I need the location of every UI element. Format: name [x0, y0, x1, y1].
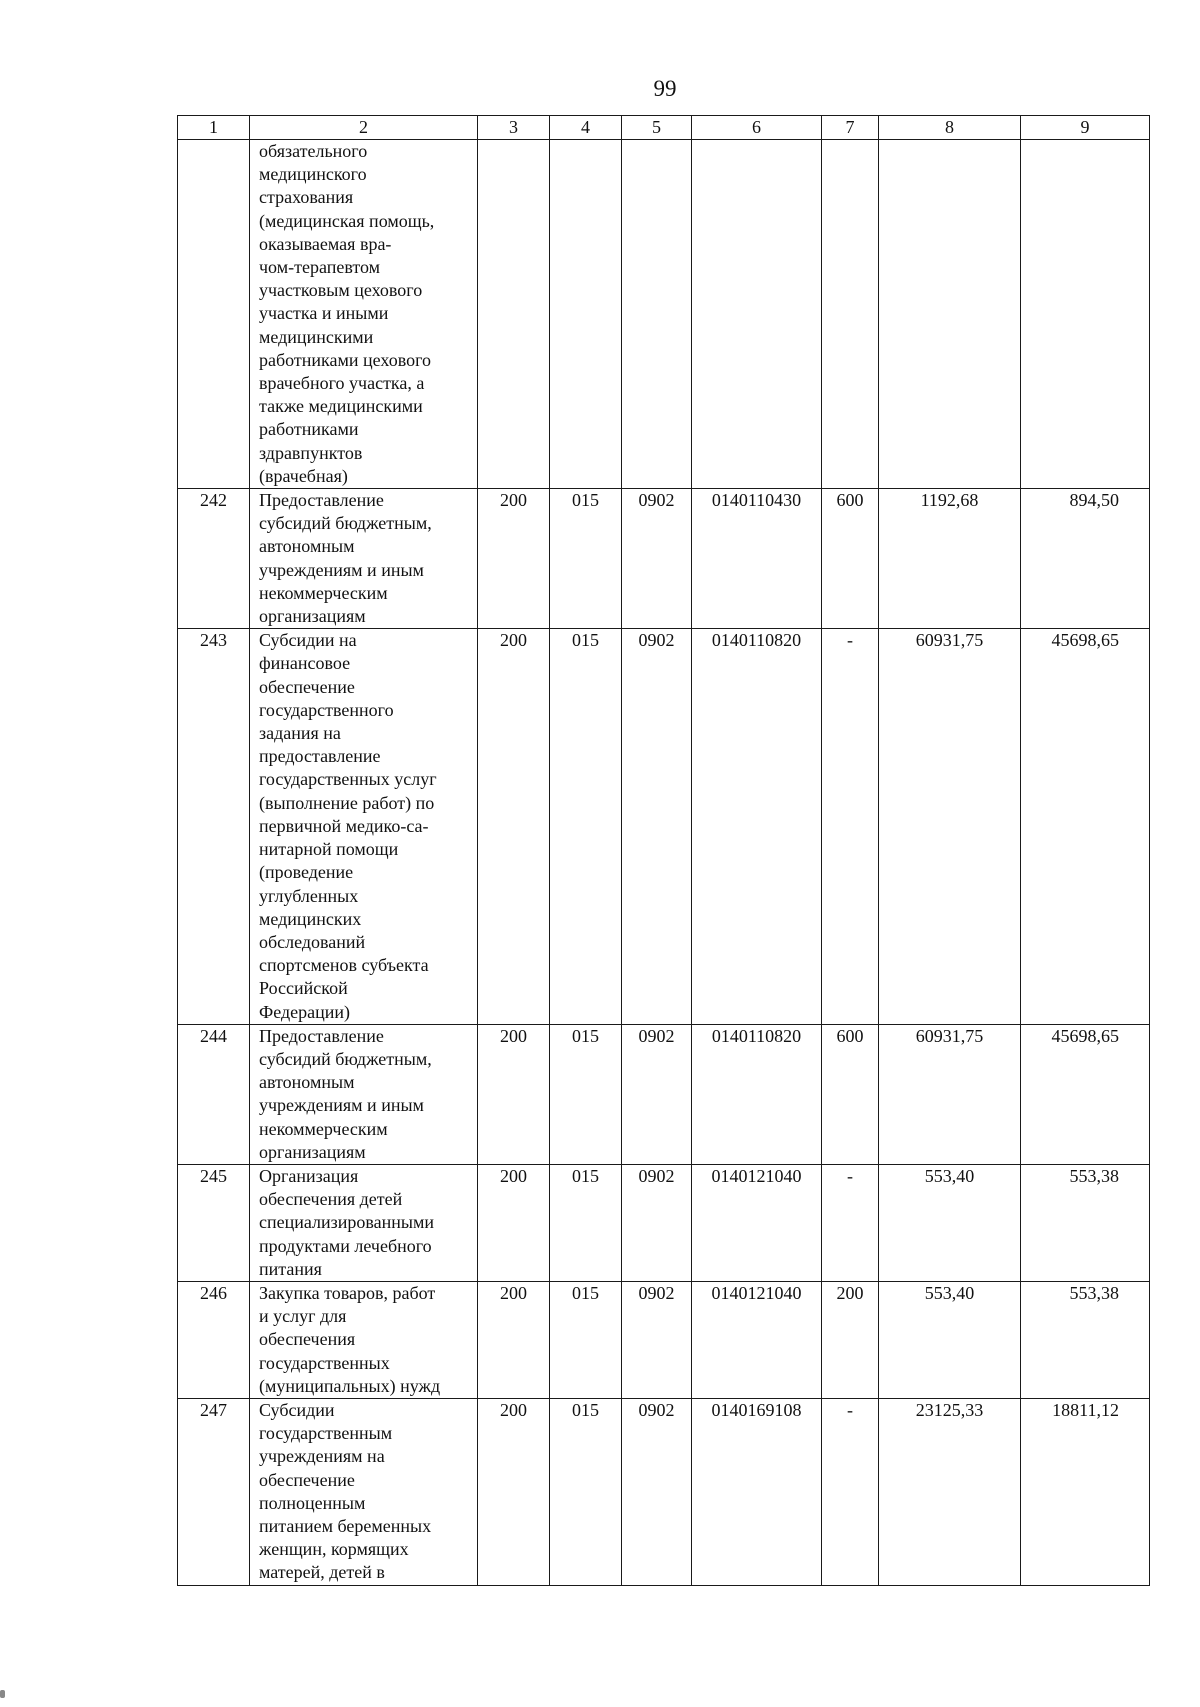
header-row — [178, 116, 1150, 140]
name-line: обеспечения — [259, 1329, 356, 1350]
row-number-cell: 244 — [178, 1024, 250, 1164]
table-row — [178, 629, 1150, 1024]
code-cell-4: 015 — [550, 1281, 622, 1398]
table-row — [178, 1398, 1150, 1585]
code-cell-7: - — [822, 1164, 879, 1281]
name-line: Организация — [259, 1165, 359, 1186]
name-line: врачебного участка, а — [259, 373, 425, 394]
name-line: некоммерческим — [259, 582, 388, 603]
code-cell-7: 600 — [822, 1024, 879, 1164]
name-line: продуктами лечебного — [259, 1235, 432, 1256]
code-cell-7: 600 — [822, 489, 879, 629]
amount-cell-9: 18811,12 — [1021, 1398, 1150, 1585]
code-cell-6 — [692, 140, 822, 489]
amount-cell-8: 60931,75 — [879, 1024, 1021, 1164]
name-line: (выполнение работ) по — [259, 792, 435, 813]
row-number-cell: 245 — [178, 1164, 250, 1281]
table-body — [178, 140, 1150, 1586]
header-cell: 2 — [250, 116, 478, 140]
code-cell-5: 0902 — [622, 489, 692, 629]
header-cell: 8 — [879, 116, 1021, 140]
name-line: (медицинская помощь, — [259, 210, 435, 231]
row-number-cell: 246 — [178, 1281, 250, 1398]
name-line: питанием беременных — [259, 1515, 432, 1536]
code-cell-5: 0902 — [622, 629, 692, 1024]
code-cell-6: 0140169108 — [692, 1398, 822, 1585]
name-line: Федерации) — [259, 1001, 351, 1022]
code-cell-4: 015 — [550, 1024, 622, 1164]
amount-cell-8: 553,40 — [879, 1164, 1021, 1281]
amount-cell-8 — [879, 140, 1021, 489]
row-name-cell — [250, 1281, 478, 1398]
scan-artifact — [0, 1690, 5, 1698]
name-line: обеспечение — [259, 676, 355, 697]
code-cell-6: 0140121040 — [692, 1281, 822, 1398]
row-name-cell — [250, 1024, 478, 1164]
name-line: чом-терапевтом — [259, 257, 381, 278]
code-cell-3: 200 — [478, 1281, 550, 1398]
name-line: учреждениям и иным — [259, 1095, 424, 1116]
amount-cell-9 — [1021, 140, 1150, 489]
name-line: участка и иными — [259, 303, 389, 324]
row-number-cell: 242 — [178, 489, 250, 629]
header-cell: 6 — [692, 116, 822, 140]
name-line: женщин, кормящих — [259, 1539, 409, 1560]
name-line: и услуг для — [259, 1306, 347, 1327]
code-cell-5 — [622, 140, 692, 489]
amount-cell-9: 553,38 — [1021, 1164, 1150, 1281]
table-row — [178, 140, 1150, 489]
code-cell-3: 200 — [478, 629, 550, 1024]
name-line: также медицинскими — [259, 396, 423, 417]
name-line: полноценным — [259, 1492, 366, 1513]
name-line: субсидий бюджетным, — [259, 1048, 432, 1069]
name-line: питания — [259, 1258, 322, 1279]
row-name-cell — [250, 629, 478, 1024]
name-line: первичной медико-са- — [259, 815, 429, 836]
code-cell-4: 015 — [550, 629, 622, 1024]
row-name-cell — [250, 1164, 478, 1281]
name-line: организациям — [259, 1141, 366, 1162]
name-line: автономным — [259, 1072, 355, 1093]
name-line: некоммерческим — [259, 1118, 388, 1139]
amount-cell-8: 1192,68 — [879, 489, 1021, 629]
row-name-cell — [250, 489, 478, 629]
name-line: углубленных — [259, 885, 359, 906]
row-number-cell — [178, 140, 250, 489]
code-cell-6: 0140121040 — [692, 1164, 822, 1281]
code-cell-4: 015 — [550, 1398, 622, 1585]
code-cell-6: 0140110430 — [692, 489, 822, 629]
table-row — [178, 1164, 1150, 1281]
code-cell-6: 0140110820 — [692, 1024, 822, 1164]
header-cell: 1 — [178, 116, 250, 140]
name-line: государственным — [259, 1423, 393, 1444]
name-line: специализированными — [259, 1212, 435, 1233]
code-cell-5: 0902 — [622, 1164, 692, 1281]
amount-cell-9: 894,50 — [1021, 489, 1150, 629]
amount-cell-8: 23125,33 — [879, 1398, 1021, 1585]
code-cell-7: - — [822, 1398, 879, 1585]
name-line: здравпунктов — [259, 442, 363, 463]
name-line: Закупка товаров, работ — [259, 1282, 436, 1303]
header-cell: 4 — [550, 116, 622, 140]
code-cell-6: 0140110820 — [692, 629, 822, 1024]
name-line: Российской — [259, 978, 348, 999]
name-line: Субсидии — [259, 1399, 335, 1420]
name-line: медицинского — [259, 164, 367, 185]
name-line: страхования — [259, 187, 354, 208]
code-cell-5: 0902 — [622, 1281, 692, 1398]
name-line: задания на — [259, 723, 341, 744]
name-line: обязательного — [259, 141, 368, 161]
name-line: финансовое — [259, 653, 351, 674]
name-line: обследований — [259, 931, 366, 952]
code-cell-3: 200 — [478, 1164, 550, 1281]
name-line: государственного — [259, 699, 394, 720]
amount-cell-9: 45698,65 — [1021, 1024, 1150, 1164]
code-cell-4: 015 — [550, 1164, 622, 1281]
code-cell-7 — [822, 140, 879, 489]
name-line: (проведение — [259, 862, 354, 883]
budget-table — [177, 115, 1150, 1586]
name-line: автономным — [259, 536, 355, 557]
header-cell: 9 — [1021, 116, 1150, 140]
table-row — [178, 489, 1150, 629]
code-cell-3 — [478, 140, 550, 489]
name-line: обеспечение — [259, 1469, 355, 1490]
name-line: учреждениям и иным — [259, 559, 424, 580]
name-line: Предоставление — [259, 1025, 384, 1046]
row-name-cell — [250, 140, 478, 489]
name-line: (муниципальных) нужд — [259, 1375, 441, 1396]
page-number: 99 — [653, 76, 677, 101]
code-cell-3: 200 — [478, 489, 550, 629]
header-cell: 7 — [822, 116, 879, 140]
code-cell-4 — [550, 140, 622, 489]
name-line: государственных услуг — [259, 769, 437, 790]
amount-cell-8: 60931,75 — [879, 629, 1021, 1024]
name-line: обеспечения детей — [259, 1189, 403, 1210]
name-line: организациям — [259, 606, 366, 627]
table-row — [178, 1281, 1150, 1398]
name-line: матерей, детей в — [259, 1562, 385, 1583]
code-cell-5: 0902 — [622, 1398, 692, 1585]
name-line: Предоставление — [259, 490, 384, 511]
code-cell-4: 015 — [550, 489, 622, 629]
name-line: работниками цехового — [259, 349, 432, 370]
amount-cell-9: 45698,65 — [1021, 629, 1150, 1024]
name-line: (врачебная) — [259, 465, 348, 486]
row-name-cell — [250, 1398, 478, 1585]
name-line: предоставление — [259, 746, 381, 767]
row-number-cell: 247 — [178, 1398, 250, 1585]
code-cell-3: 200 — [478, 1398, 550, 1585]
name-line: работниками — [259, 419, 359, 440]
name-line: медицинскими — [259, 326, 374, 347]
name-line: учреждениям на — [259, 1446, 385, 1467]
name-line: Субсидии на — [259, 630, 357, 651]
name-line: участковым цехового — [259, 280, 423, 301]
code-cell-3: 200 — [478, 1024, 550, 1164]
name-line: медицинских — [259, 908, 362, 929]
code-cell-5: 0902 — [622, 1024, 692, 1164]
name-line: государственных — [259, 1352, 390, 1373]
name-line: оказываемая вра- — [259, 233, 392, 254]
header-cell: 5 — [622, 116, 692, 140]
code-cell-7: 200 — [822, 1281, 879, 1398]
amount-cell-8: 553,40 — [879, 1281, 1021, 1398]
header-cell: 3 — [478, 116, 550, 140]
code-cell-7: - — [822, 629, 879, 1024]
amount-cell-9: 553,38 — [1021, 1281, 1150, 1398]
table-row — [178, 1024, 1150, 1164]
name-line: субсидий бюджетным, — [259, 513, 432, 534]
name-line: спортсменов субъекта — [259, 955, 429, 976]
name-line: нитарной помощи — [259, 839, 399, 860]
row-number-cell: 243 — [178, 629, 250, 1024]
